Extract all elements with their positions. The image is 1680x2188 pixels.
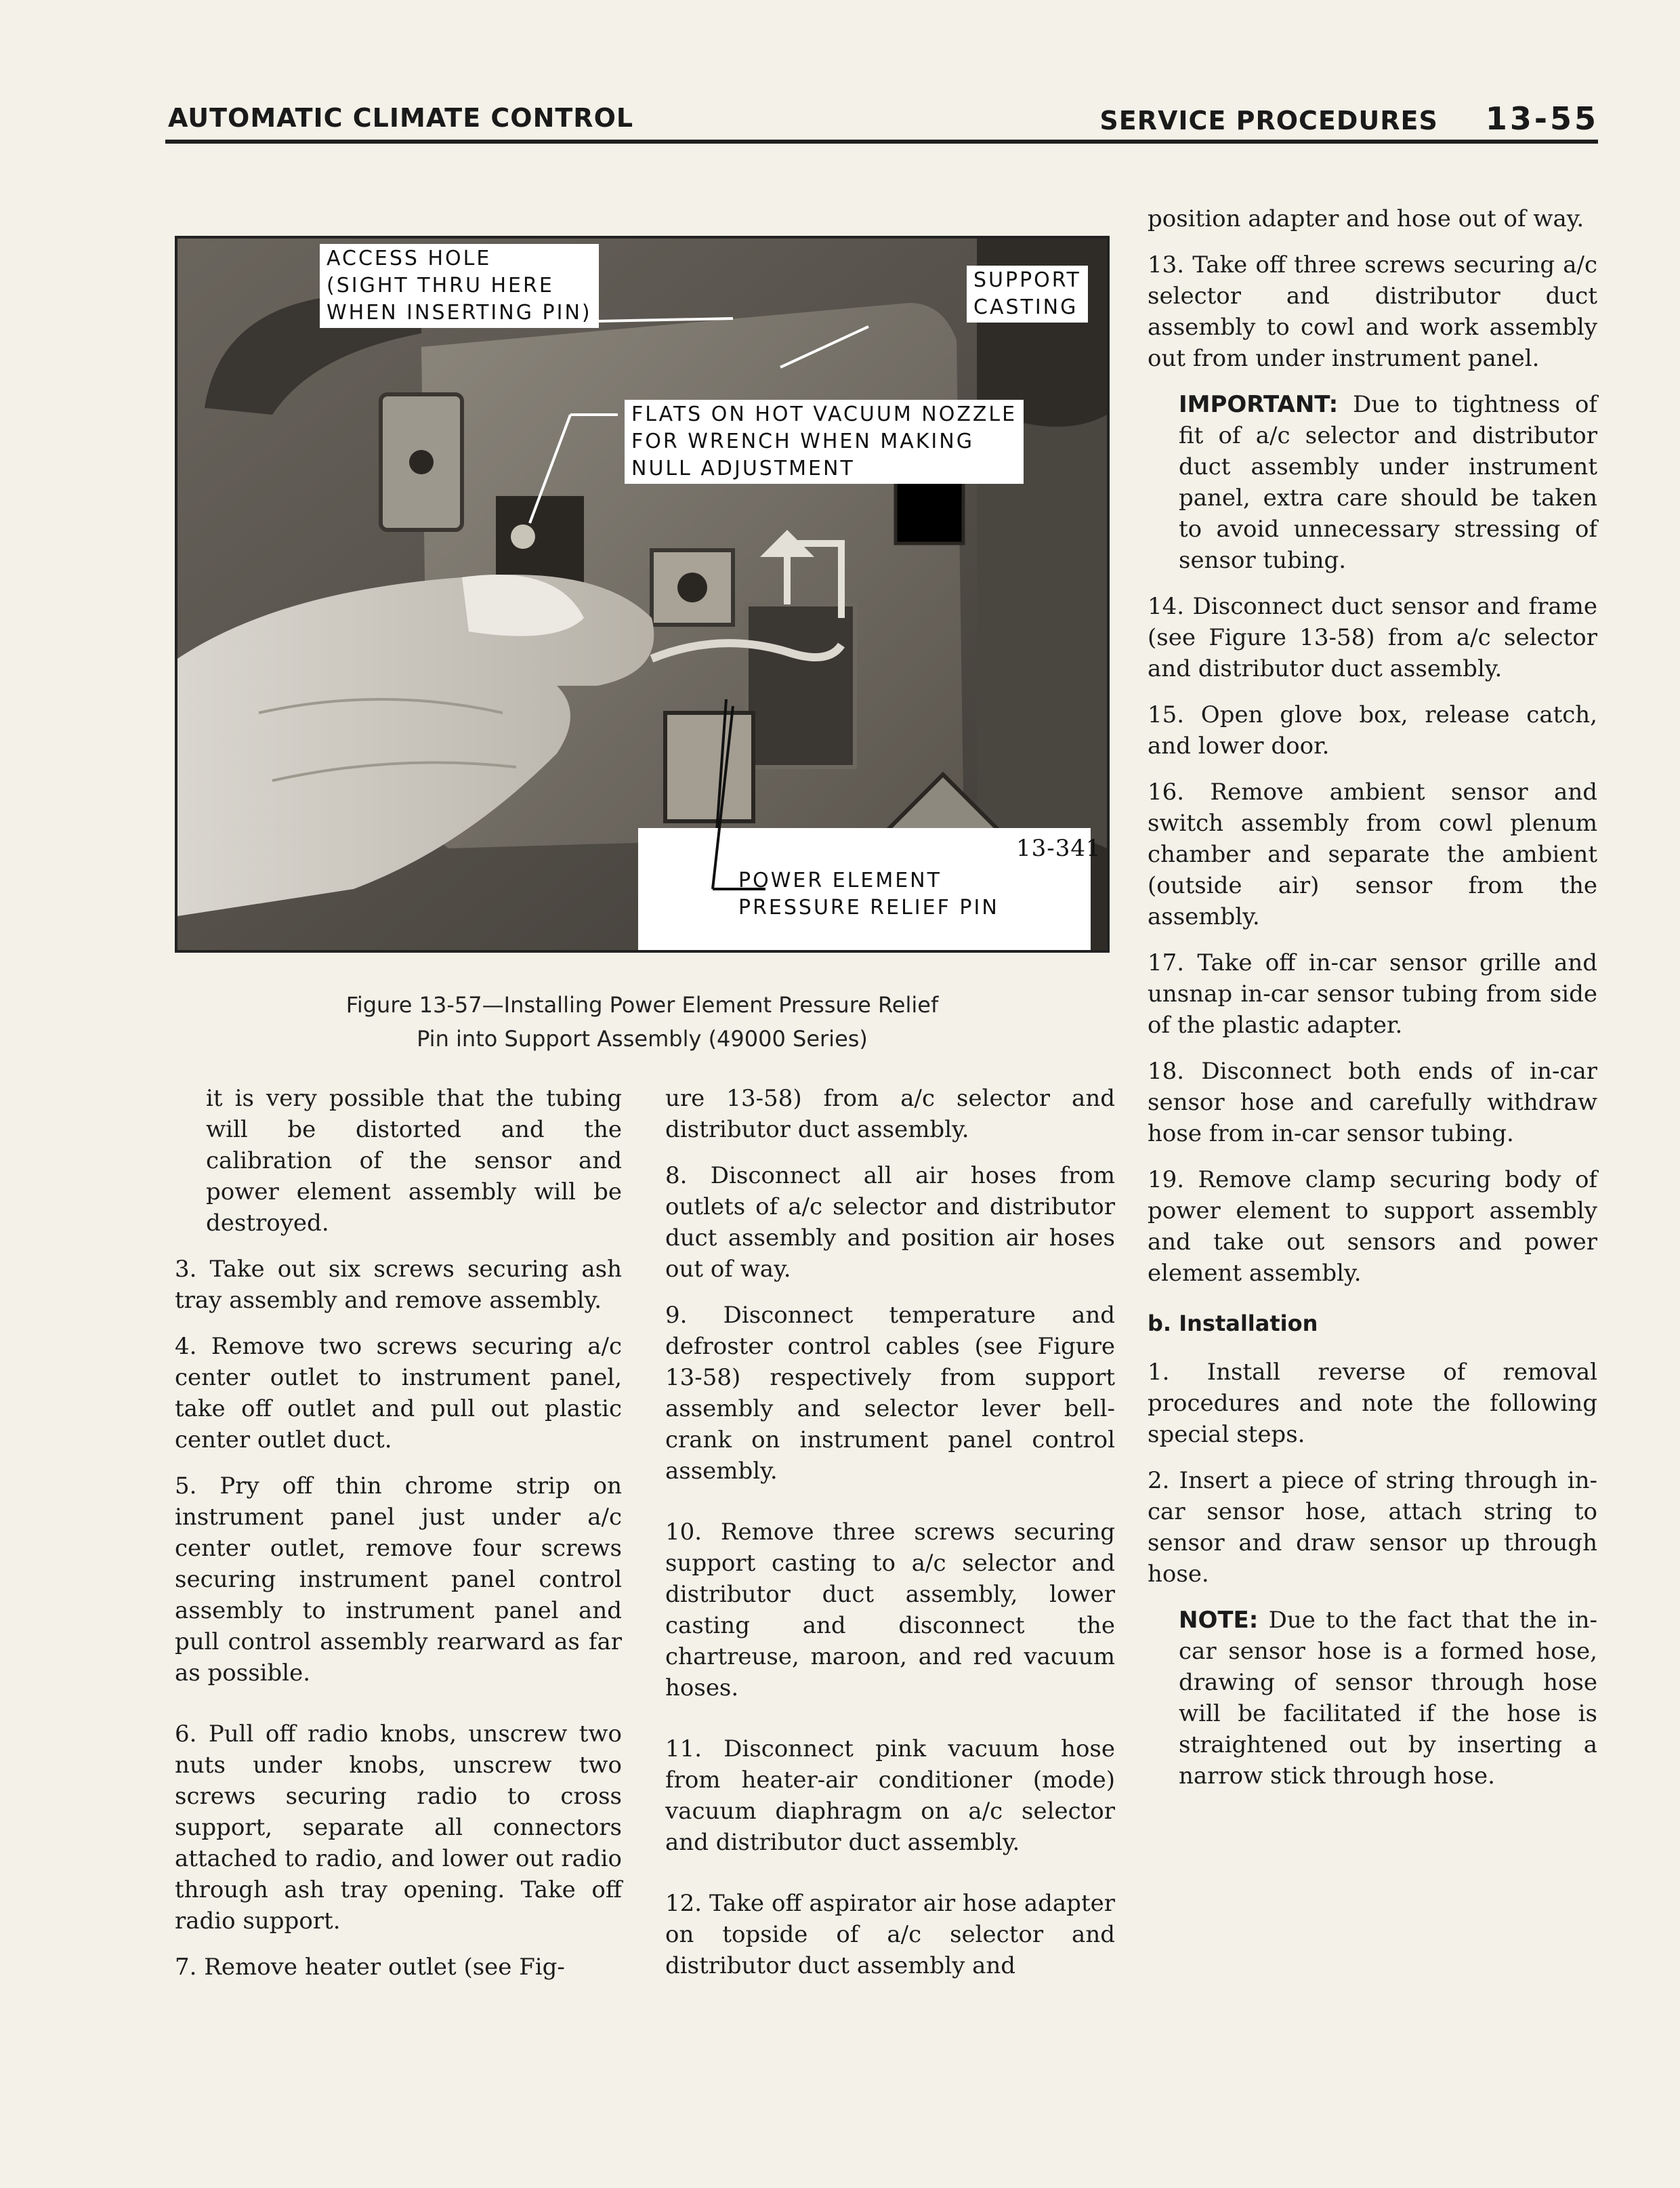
important-text: Due to tightness of fit of a/c selector and distributor duct assembly under instrument panel, extra care should be taken to avoid unnecessary stressing of sensor tubing. — [1179, 391, 1597, 574]
step-19: 19. Remove clamp securing body of power element to support assembly and take out sensors and power element assembly. — [1148, 1166, 1597, 1287]
note-label: NOTE: — [1179, 1607, 1259, 1634]
important-note — [1179, 389, 1597, 576]
callout-line: ACCESS HOLE — [327, 247, 492, 270]
note — [1179, 1605, 1597, 1792]
step-16: 16. Remove ambient sensor and switch assembly from cowl plenum chamber and separate the ambient (outside air) sensor from the assembly. — [1148, 779, 1597, 930]
callout-line: FLATS ON HOT VACUUM NOZZLE — [631, 402, 1017, 426]
callout-line: (SIGHT THRU HERE — [327, 274, 554, 297]
figure-photo — [175, 236, 1110, 953]
step-4: 4. Remove two screws securing a/c center outlet to instrument panel, take off outlet and pull out plastic center outlet duct. — [175, 1333, 622, 1453]
callout-line: FOR WRENCH WHEN MAKING — [631, 430, 974, 453]
important-label: IMPORTANT: — [1179, 391, 1339, 418]
callout-line: CASTING — [973, 295, 1078, 319]
step-10: 10. Remove three screws securing support casting to a/c selector and distributor duct assembly, lower casting and disconnect the chartreuse, maroon, and red vacuum hoses. — [665, 1519, 1115, 1701]
header-right — [1099, 100, 1599, 137]
callout-line: PRESSURE RELIEF PIN — [738, 896, 999, 920]
install-step-1: 1. Install reverse of removal procedures and note the following special steps. — [1148, 1359, 1597, 1448]
figure-caption — [175, 988, 1110, 1056]
step-9: 9. Disconnect temperature and defroster control cables (see Figure 13-58) respectively from support assembly and selector lever bell-crank on instrument panel control assembly. — [665, 1302, 1115, 1485]
caption-line: Figure 13-57—Installing Power Element Pressure Relief — [345, 992, 939, 1018]
installation-heading: b. Installation — [1148, 1310, 1318, 1336]
step-14: 14. Disconnect duct sensor and frame (see Figure 13-58) from a/c selector and distributor duct assembly. — [1148, 593, 1597, 682]
callout-line: WHEN INSERTING PIN) — [327, 301, 592, 325]
paragraph: position adapter and hose out of way. — [1148, 205, 1584, 232]
step-15: 15. Open glove box, release catch, and lower door. — [1148, 701, 1597, 760]
text-column-left — [175, 1083, 622, 1998]
callout-line: NULL ADJUSTMENT — [631, 457, 855, 480]
callout-line: SUPPORT — [973, 268, 1081, 292]
step-3: 3. Take out six screws securing ash tray assembly and remove assembly. — [175, 1256, 622, 1314]
callout-flats-nozzle — [625, 400, 1024, 484]
step-12: 12. Take off aspirator air hose adapter on topside of a/c selector and distributor duct assembly and — [665, 1890, 1115, 1979]
step-8: 8. Disconnect all air hoses from outlets of a/c selector and distributor duct assembly and position air hoses out of way. — [665, 1162, 1115, 1283]
header-rule — [165, 140, 1598, 144]
step-11: 11. Disconnect pink vacuum hose from heater-air conditioner (mode) vacuum diaphragm on a/c selector and distributor duct assembly. — [665, 1735, 1115, 1856]
callout-access-hole — [320, 244, 599, 328]
page-number: 13-55 — [1485, 100, 1599, 137]
step-18: 18. Disconnect both ends of in-car sensor hose and carefully withdraw hose from in-car sensor tubing. — [1148, 1058, 1597, 1147]
callout-support-casting — [967, 266, 1088, 323]
header-section-title: AUTOMATIC CLIMATE CONTROL — [168, 103, 634, 133]
paragraph: ure 13-58) from a/c selector and distributor duct assembly. — [665, 1085, 1115, 1143]
caption-line: Pin into Support Assembly (49000 Series) — [417, 1026, 868, 1052]
text-column-middle — [665, 1083, 1115, 1996]
step-5: 5. Pry off thin chrome strip on instrument panel just under a/c center outlet, remove four screws securing instrument panel control assembly to instrument panel and pull control assembly rearward as far as possible. — [175, 1472, 622, 1687]
callout-line: POWER ELEMENT — [738, 869, 942, 892]
text-column-right — [1148, 203, 1597, 1807]
step-7: 7. Remove heater outlet (see Fig- — [175, 1954, 565, 1981]
step-17: 17. Take off in-car sensor grille and unsnap in-car sensor tubing from side of the plastic adapter. — [1148, 949, 1597, 1039]
figure-number: 13-341 — [1016, 835, 1101, 862]
paragraph: it is very possible that the tubing will be distorted and the calibration of the sensor and power element assembly will be destroyed. — [206, 1085, 622, 1237]
note-text: Due to the fact that the in-car sensor hose is a formed hose, drawing of sensor through hose will be facilitated if the hose is straightened out by inserting a narrow stick through hose. — [1179, 1607, 1597, 1790]
step-6: 6. Pull off radio knobs, unscrew two nuts under knobs, unscrew two screws securing radio to cross support, separate all connectors attached to radio, and lower out radio through ash tray opening. Take off radio support. — [175, 1720, 622, 1935]
step-13: 13. Take off three screws securing a/c selector and distributor duct assembly to cowl and work assembly out from under instrument panel. — [1148, 251, 1597, 372]
header-subsection-title: SERVICE PROCEDURES — [1099, 106, 1438, 136]
install-step-2: 2. Insert a piece of string through in-car sensor hose, attach string to sensor and draw sensor up through hose. — [1148, 1467, 1597, 1588]
